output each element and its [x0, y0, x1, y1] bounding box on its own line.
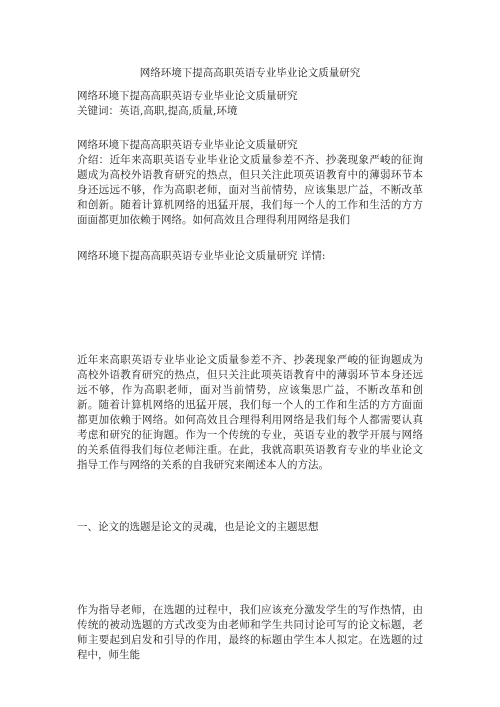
body-paragraph: 近年来高职英语专业毕业论文质量参差不齐、抄袭现象严峻的征询题成为高校外语教育研究的热点，但只关注此项英语教育中的薄弱环节本身还远远不够，作为高职老师，面对当前情势，应该集思广益，不断改革和创新。随着计算机网络的迅猛开展，我们每一个人的工作和生活的方方面面都更加依赖于网络。如何高效且合理得利用网络是我们每个人都需要认真考虑和研究的征询题。作为一个传统的专业，英语专业的教学开展与网络的关系值得我们每位老师注重。在此，我就高职英语教育专业的毕业论文指导工作与网络的关系的自我研究来阐述本人的方法。: [77, 354, 423, 471]
intro-block: [77, 138, 423, 228]
section-heading-block: [77, 520, 423, 535]
keywords-line: 关键词：英语,高职,提高,质量,环境: [77, 105, 238, 117]
intro-paragraph: 介绍：近年来高职英语专业毕业论文质量参差不齐、抄袭现象严峻的征询题成为高校外语教育研究的热点，但只关注此项英语教育中的薄弱环节本身还远远不够，作为高职老师，面对当前情势，应该集思广益，不断改革和创新。随着计算机网络的迅猛开展，我们每一个人的工作和生活的方方面面都更加依赖于网络。如何高效且合理得利用网络是我们: [77, 154, 423, 226]
body-block: [77, 353, 423, 473]
details-block: [77, 249, 423, 264]
header-title: 网络环境下提高高职英语专业毕业论文质量研究: [77, 90, 298, 102]
intro-title: 网络环境下提高高职英语专业毕业论文质量研究: [77, 139, 298, 151]
document-title: 网络环境下提高高职英语专业毕业论文质量研究: [139, 67, 361, 79]
section-paragraph: 作为指导老师，在选题的过程中，我们应该充分激发学生的写作热情，由传统的被动选题的方式改变为由老师和学生共同讨论可写的论文标题，老师主要起到启发和引导的作用，最终的标题由学生本人拟定。在选题的过程中，师生能: [77, 604, 423, 661]
section-block: [77, 603, 423, 663]
details-heading: 网络环境下提高高职英语专业毕业论文质量研究 详情:: [77, 250, 326, 262]
header-block: [77, 89, 423, 119]
section-heading: 一、论文的选题是论文的灵魂，也是论文的主题思想: [77, 521, 319, 533]
